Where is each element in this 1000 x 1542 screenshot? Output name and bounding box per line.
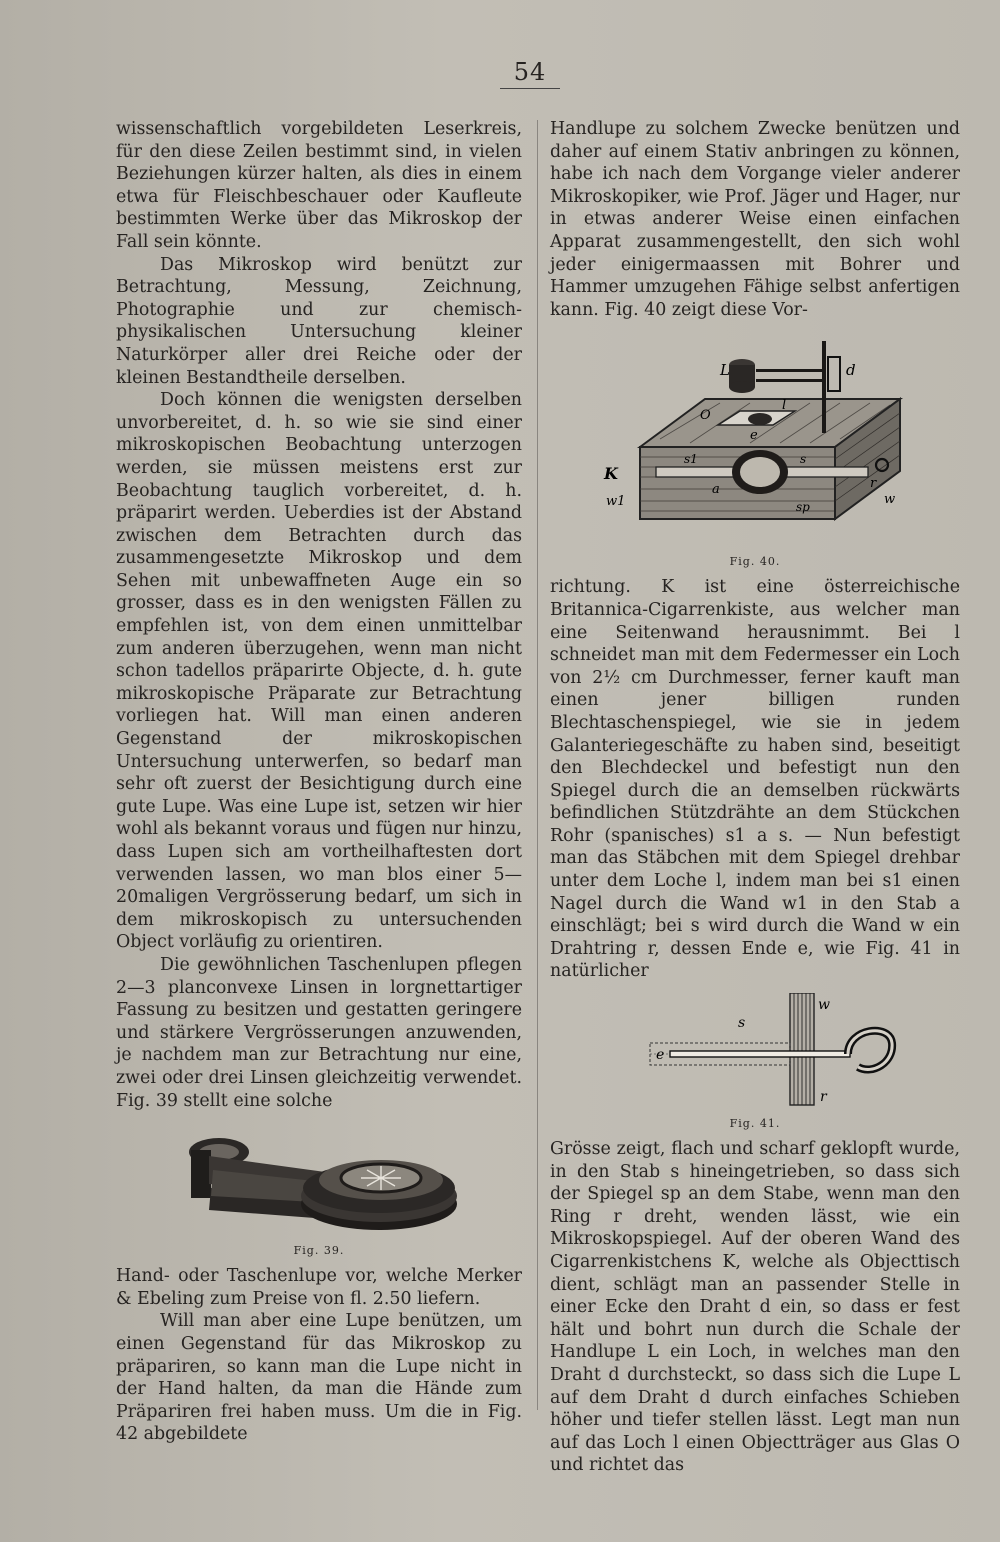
label-O: O <box>700 408 711 424</box>
folding-magnifier-illustration <box>169 1126 469 1238</box>
paragraph: Handlupe zu solchem Zwecke benützen und daher auf einem Stativ anbringen zu können, habe ich nach dem Vorgange vieler anderer Mikroskopiker, wie Prof. Jäger und Hager, nur in etwas anderer Weise einen einfachen Apparat zusammengestellt, den sich wohl jeder einigermaassen mit Bohrer und Hammer umzugehen Fähige selbst anfertigen kann. Fig. 40 zeigt diese Vor- <box>550 119 960 320</box>
paragraph: Grösse zeigt, flach und scharf geklopft wurde, in den Stab s hineingetrieben, so dass sich der Spiegel sp an dem Stabe, wenn man den Ring r dreht, wenden lässt, wie ein Mikroskopspiegel. Auf der oberen Wand des Cigarrenkistchens K, welche als Objecttisch dient, schlägt man an passender Stelle in einer Ecke den Draht d ein, so dass er fest hält und bohrt nun durch die Schale der Handlupe L ein Loch, in welches man den Draht d durchsteckt, so dass sich die Lupe L auf dem Draht d durch einfaches Schieben höher und tiefer stellen lässt. Legt man nun auf das Loch l einen Objectträger aus Glas O und richtet das <box>550 1139 960 1476</box>
label-d: d <box>846 361 856 380</box>
figure-40-apparatus <box>600 339 910 568</box>
label-L: L <box>720 361 730 380</box>
label-w1: w1 <box>606 494 626 510</box>
label-r: r <box>820 1089 827 1106</box>
paragraph: Will man aber eine Lupe benützen, um einen Gegenstand für das Mikroskop zu präpariren, so kann man die Lupe nicht in der Hand halten, da man die Hände zum Präpariren frei haben muss. Um die in Fig. 42 abgebildete <box>116 1311 522 1445</box>
column-divider <box>537 120 538 1410</box>
paragraph: wissenschaftlich vorgebildeten Leserkreis, für den diese Zeilen bestimmt sind, in vielen Beziehungen kürzer halten, als dies in einem etwa für Fleischbeschauer oder Kaufleute bestimmten Werke über das Mikroskop der Fall sein könnte. <box>116 119 522 252</box>
left-column <box>116 118 522 1446</box>
label-s: s <box>800 452 807 467</box>
figure-41-wire-ring <box>610 993 900 1130</box>
cigar-box-stand-illustration <box>600 339 910 549</box>
wire-ring-illustration <box>610 993 900 1111</box>
figure-40-caption: Fig. 40. <box>729 555 781 569</box>
right-column <box>550 118 960 1477</box>
label-w: w <box>818 997 830 1014</box>
figure-39-caption: Fig. 39. <box>293 1244 345 1258</box>
label-s: s <box>738 1015 746 1032</box>
figure-41-caption: Fig. 41. <box>729 1117 781 1131</box>
label-s1: s1 <box>684 452 698 467</box>
label-sp: sp <box>796 500 810 515</box>
paragraph: richtung. K ist eine österreichische Britannica-Cigarrenkiste, aus welcher man eine Seitenwand herausnimmt. Bei l schneidet man mit dem Federmesser ein Loch von 2½ cm Durchmesser, ferner kauft man einen jener billigen runden Blechtaschenspiegel, wie sie in jedem Galanteriegeschäfte zu haben sind, beseitigt den Blechdeckel und befestigt nun den Spiegel durch die an demselben rückwärts befindlichen Stützdrähte an dem Stückchen Rohr (spanisches) s1 a s. — Nun befestigt man das Stäbchen mit dem Spiegel drehbar unter dem Loche l, indem man bei s1 einen Nagel durch die Wand w1 in den Stab a einschlägt; bei s wird durch die Wand w ein Drahtring r, dessen Ende e, wie Fig. 41 in natürlicher <box>550 577 960 982</box>
label-e: e <box>656 1047 665 1064</box>
label-e: e <box>750 428 758 444</box>
paragraph: Die gewöhnlichen Taschenlupen pflegen 2—3 planconvexe Linsen in lorgnettartiger Fassung zu besitzen und gestatten geringere und stärkere Vergrösserungen anzuwenden, je nachdem man zur Betrachtung nur eine, zwei oder drei Linsen gleichzeitig verwendet. Fig. 39 stellt eine solche <box>116 954 522 1111</box>
paragraph: Hand- oder Taschenlupe vor, welche Merker & Ebeling zum Preise von fl. 2.50 liefern. <box>116 1266 522 1309</box>
figure-39-magnifier <box>169 1126 469 1257</box>
label-r: r <box>870 476 877 492</box>
label-K: K <box>604 464 618 484</box>
paragraph: Doch können die wenigsten derselben unvorbereitet, d. h. so wie sie sind einer mikroskopischen Beobachtung unterzogen werden, sie müssen meistens erst zur Beobachtung tauglich vorbereitet, d. h. präparirt werden. Ueberdies ist der Abstand zwischen dem Betrachten durch das zusammengesetzte Mikroskop und dem Sehen mit unbewaffneten Auge ein so grosser, dass es in den wenigsten Fällen zu empfehlen ist, von dem einen unmittelbar zum anderen überzugehen, wenn man nicht schon tadellos präparirte Objecte, d. h. gute mikroskopische Präparate zur Betrachtung vorliegen hat. Will man einen anderen Gegenstand der mikroskopischen Untersuchung unterwerfen, so bedarf man sehr oft zuerst der Besichtigung durch eine gute Lupe. Was eine Lupe ist, setzen wir hier wohl als bekannt voraus und fügen nur hinzu, dass Lupen sich am vortheilhaftesten dort verwenden lassen, wo man blos einer 5—20maligen Vergrösserung bedarf, um sich in dem mikroskopisch zu untersuchenden Object vorläufig zu orientiren. <box>116 390 522 953</box>
page-number: 54 <box>500 58 560 89</box>
label-a: a <box>712 482 720 498</box>
label-w: w <box>884 492 896 508</box>
paragraph: Das Mikroskop wird benützt zur Betrachtung, Messung, Zeichnung, Photographie und zur chemisch-physikalischen Untersuchung kleiner Naturkörper aller drei Reiche oder der kleinen Bestandtheile derselben. <box>116 254 522 388</box>
label-l: l <box>782 398 787 414</box>
